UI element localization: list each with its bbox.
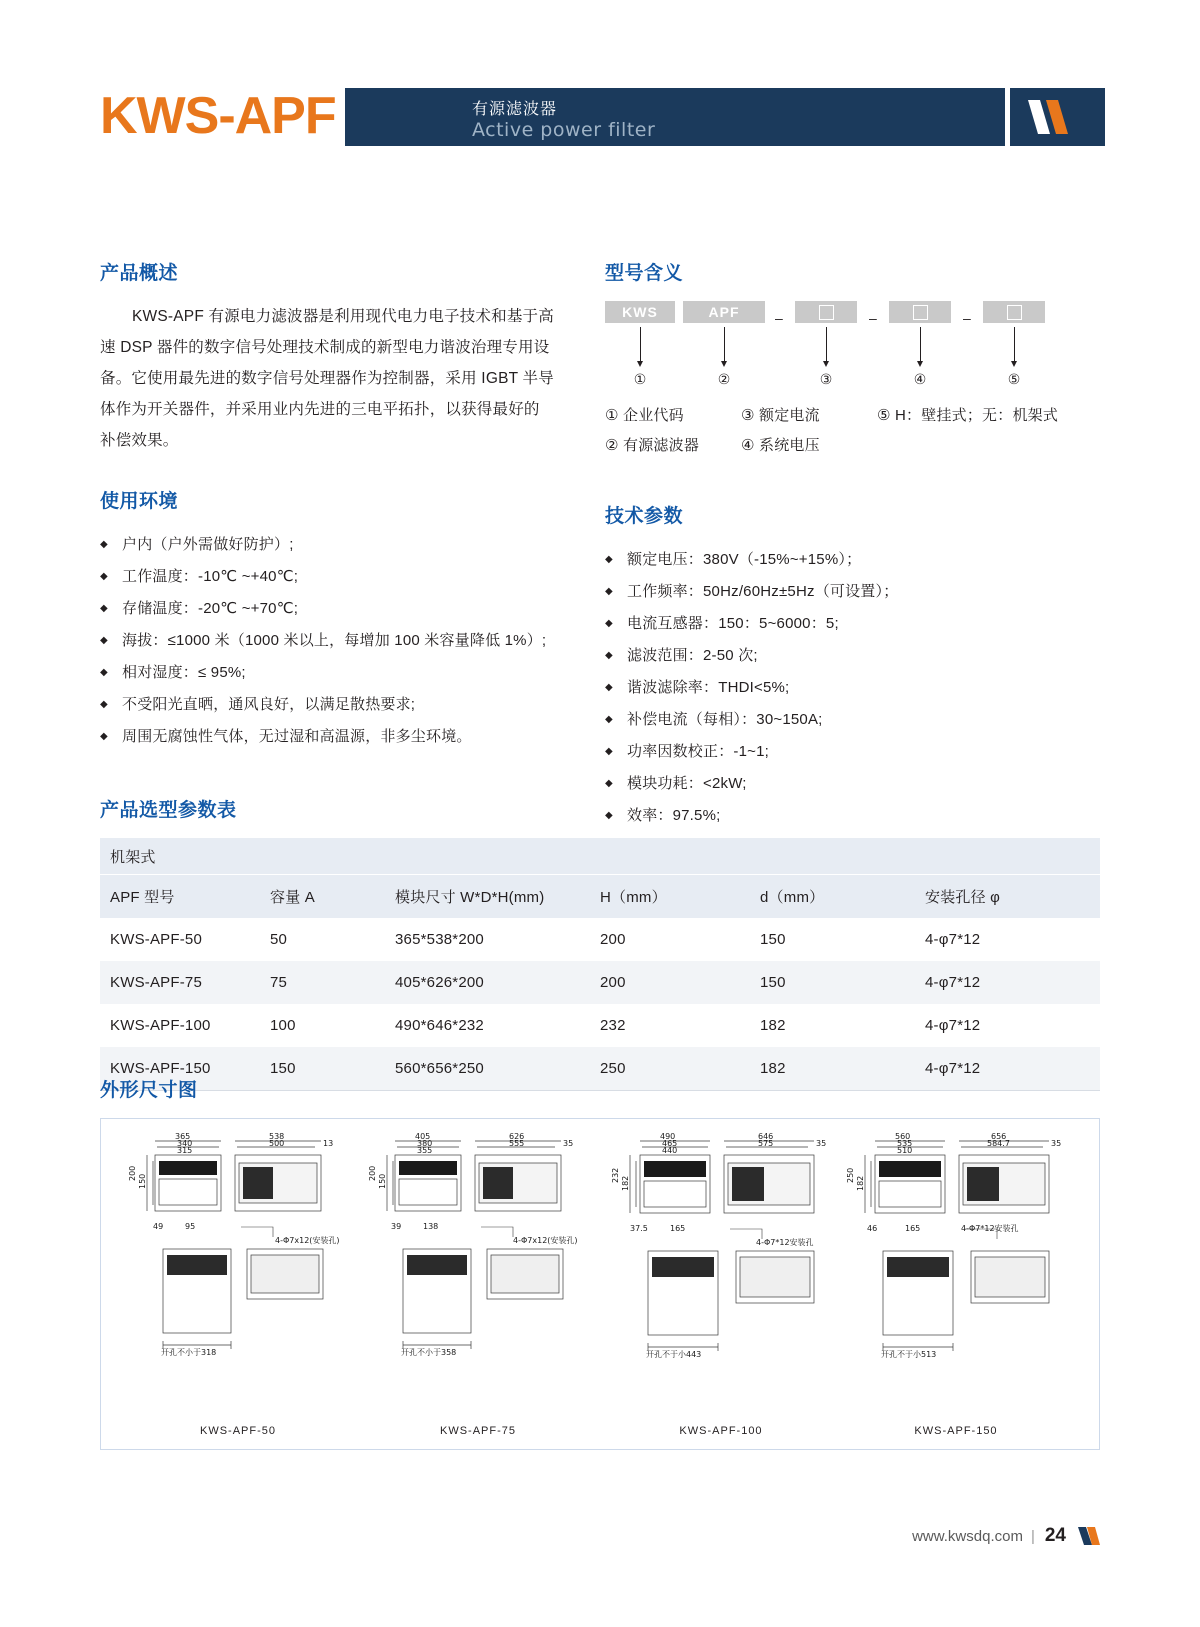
svg-text:584.7: 584.7 [987, 1139, 1010, 1148]
svg-text:165: 165 [905, 1224, 921, 1233]
cell-h: 250 [590, 1047, 750, 1091]
model-heading: 型号含义 [605, 263, 684, 284]
list-item: ◆ 存储温度：-20℃ ~+70℃; [100, 593, 555, 625]
cell-d: 150 [750, 918, 915, 961]
svg-text:535: 535 [897, 1139, 913, 1148]
svg-text:39: 39 [391, 1222, 402, 1231]
svg-text:13: 13 [323, 1139, 334, 1148]
list-item: ◆ 效率：97.5%; [605, 800, 1075, 832]
svg-text:340: 340 [177, 1139, 193, 1148]
svg-text:510: 510 [897, 1146, 913, 1155]
list-item: ◆ 海拔：≤1000 米（1000 米以上，每增加 100 米容量降低 1%）; [100, 625, 555, 657]
drawing-caption: KWS-APF-100 [679, 1425, 763, 1437]
svg-text:182: 182 [621, 1175, 630, 1191]
page-number: 24 [1044, 1525, 1066, 1546]
overview-body: KWS-APF 有源电力滤波器是利用现代电力电子技术和基于高速 DSP 器件的数字信号处理技术制成的新型电力谐波治理专用设备。它使用最先进的数字信号处理器作为控制器，采用 IGBT 半导体作为开关器件，并采用业内先进的三电平拓扑，以获得最好的补偿效果。 [100, 308, 554, 449]
list-item: ◆ 滤波范围：2-50 次; [605, 640, 1075, 672]
model-index-1: ① [633, 371, 647, 387]
svg-text:95: 95 [185, 1222, 196, 1231]
leader-line [920, 327, 921, 363]
leader-arrow-icon [637, 361, 643, 367]
svg-text:35: 35 [563, 1139, 574, 1148]
list-item: ◆ 不受阳光直晒，通风良好，以满足散热要求; [100, 689, 555, 721]
cell-capacity: 150 [260, 1047, 385, 1091]
col-header-module-size: 模块尺寸 W*D*H(mm) [385, 875, 590, 919]
svg-text:200: 200 [368, 1165, 377, 1181]
product-subtitle-en: Active power filter [472, 119, 656, 141]
svg-text:538: 538 [269, 1132, 285, 1141]
svg-text:626: 626 [509, 1132, 525, 1141]
brand-logo-icon [1010, 88, 1105, 146]
leader-arrow-icon [721, 361, 727, 367]
svg-text:560: 560 [895, 1132, 911, 1141]
product-title: KWS-APF [100, 87, 336, 145]
drawings-heading: 外形尺寸图 [100, 1080, 198, 1101]
table-row [100, 918, 1100, 961]
overview-heading: 产品概述 [100, 263, 179, 284]
list-item: ◆ 谐波滤除率：THDI<5%; [605, 672, 1075, 704]
environment-section [100, 486, 555, 753]
model-dash: – [963, 310, 971, 326]
svg-text:380: 380 [417, 1139, 433, 1148]
svg-text:165: 165 [670, 1224, 686, 1233]
cell-h: 200 [590, 961, 750, 1004]
cell-capacity: 75 [260, 961, 385, 1004]
svg-text:250: 250 [846, 1167, 855, 1183]
svg-text:37.5: 37.5 [630, 1224, 648, 1233]
svg-text:365: 365 [175, 1132, 191, 1141]
svg-text:440: 440 [662, 1146, 678, 1155]
selection-table-heading: 产品选型参数表 [100, 800, 237, 821]
drawing-caption: KWS-APF-50 [199, 1425, 276, 1437]
model-index-3: ③ [819, 371, 833, 387]
drawing-unit-apf150 [841, 1119, 1071, 1449]
leader-arrow-icon [917, 361, 923, 367]
model-legend-1: ① 企业代码 [605, 407, 684, 424]
model-diagram [605, 301, 1075, 501]
list-item: ◆ 功率因数校正：-1~1; [605, 736, 1075, 768]
cell-h: 200 [590, 918, 750, 961]
cell-capacity: 100 [260, 1004, 385, 1047]
drawing-unit-apf100 [606, 1119, 836, 1449]
page-footer [912, 1523, 1100, 1549]
drawing-unit-apf50 [123, 1119, 353, 1449]
svg-text:开孔不小于318: 开孔不小于318 [161, 1348, 217, 1357]
svg-text:355: 355 [417, 1146, 433, 1155]
svg-text:405: 405 [415, 1132, 431, 1141]
drawing-caption: KWS-APF-150 [914, 1425, 998, 1437]
model-dash: – [775, 310, 783, 326]
footer-logo-icon [1074, 1523, 1100, 1549]
header-bar [345, 88, 1005, 146]
svg-text:555: 555 [509, 1139, 525, 1148]
model-legend-5: ⑤ H：壁挂式；无：机架式 [877, 407, 1059, 424]
list-item: ◆ 工作温度：-10℃ ~+40℃; [100, 561, 555, 593]
svg-text:4-Φ7*12安装孔: 4-Φ7*12安装孔 [961, 1224, 1019, 1233]
model-index-2: ② [717, 371, 731, 387]
table-group-row [100, 838, 1100, 875]
col-header-hole: 安装孔径 φ [915, 875, 1100, 919]
svg-text:4-Φ7x12(安装孔): 4-Φ7x12(安装孔) [513, 1236, 578, 1245]
model-slot-4 [889, 301, 951, 323]
list-item: ◆ 电流互感器：150：5~6000：5; [605, 608, 1075, 640]
cell-module-size: 560*656*250 [385, 1047, 590, 1091]
cell-model: KWS-APF-50 [100, 918, 260, 961]
svg-text:35: 35 [1051, 1139, 1062, 1148]
list-item: ◆ 模块功耗：<2kW; [605, 768, 1075, 800]
overview-section [100, 258, 555, 456]
cell-d: 182 [750, 1004, 915, 1047]
model-chip-kws: KWS [605, 301, 675, 323]
svg-text:35: 35 [816, 1139, 827, 1148]
svg-text:150: 150 [378, 1173, 387, 1189]
technical-heading: 技术参数 [605, 506, 684, 527]
left-column [100, 258, 555, 783]
model-legend-4: ④ 系统电压 [741, 437, 820, 454]
col-header-d: d（mm） [750, 875, 915, 919]
list-item: ◆ 额定电压：380V（-15%~+15%）； [605, 544, 1075, 576]
environment-list [100, 529, 555, 753]
product-subtitle-cn: 有源滤波器 [472, 101, 558, 118]
svg-text:575: 575 [758, 1139, 774, 1148]
col-header-h: H（mm） [590, 875, 750, 919]
svg-text:138: 138 [423, 1222, 439, 1231]
svg-text:开孔不于小443: 开孔不于小443 [646, 1350, 702, 1359]
cell-hole: 4-φ7*12 [915, 918, 1100, 961]
page-header [100, 88, 1100, 150]
svg-text:182: 182 [856, 1175, 865, 1191]
model-legend-2: ② 有源滤波器 [605, 437, 700, 454]
drawing-caption: KWS-APF-75 [439, 1425, 516, 1437]
leader-arrow-icon [823, 361, 829, 367]
svg-text:开孔不于小513: 开孔不于小513 [881, 1350, 937, 1359]
svg-text:232: 232 [611, 1167, 620, 1183]
svg-text:646: 646 [758, 1132, 774, 1141]
environment-heading: 使用环境 [100, 491, 179, 512]
table-row [100, 961, 1100, 1004]
cell-hole: 4-φ7*12 [915, 1004, 1100, 1047]
drawings-panel [100, 1118, 1100, 1450]
model-legend-3: ③ 额定电流 [741, 407, 820, 424]
footer-separator: | [1030, 1527, 1035, 1545]
col-header-capacity: 容量 A [260, 875, 385, 919]
model-slot-5 [983, 301, 1045, 323]
list-item: ◆ 相对湿度：≤ 95%; [100, 657, 555, 689]
drawings-section [100, 1075, 1100, 1450]
svg-text:200: 200 [128, 1165, 137, 1181]
list-item: ◆ 补偿电流（每相）：30~150A; [605, 704, 1075, 736]
model-index-4: ④ [913, 371, 927, 387]
leader-arrow-icon [1011, 361, 1017, 367]
table-row [100, 1004, 1100, 1047]
list-item: ◆ 户内（户外需做好防护）; [100, 529, 555, 561]
selection-table-section [100, 795, 1100, 1091]
model-dash: – [869, 310, 877, 326]
cell-d: 182 [750, 1047, 915, 1091]
list-item: ◆ 工作频率：50Hz/60Hz±5Hz（可设置）； [605, 576, 1075, 608]
cell-module-size: 490*646*232 [385, 1004, 590, 1047]
table-header-row [100, 875, 1100, 919]
leader-line [826, 327, 827, 363]
svg-text:开孔不小于358: 开孔不小于358 [401, 1348, 457, 1357]
svg-text:4-Φ7x12(安装孔): 4-Φ7x12(安装孔) [275, 1236, 340, 1245]
drawing-unit-apf75 [363, 1119, 593, 1449]
svg-text:150: 150 [138, 1173, 147, 1189]
table-group-title: 机架式 [100, 838, 1100, 875]
cell-hole: 4-φ7*12 [915, 1047, 1100, 1091]
cell-h: 232 [590, 1004, 750, 1047]
model-index-5: ⑤ [1007, 371, 1021, 387]
svg-text:49: 49 [153, 1222, 164, 1231]
svg-text:315: 315 [177, 1146, 193, 1155]
model-section [605, 258, 1075, 501]
footer-website: www.kwsdq.com [912, 1527, 1023, 1545]
svg-text:656: 656 [991, 1132, 1007, 1141]
leader-line [724, 327, 725, 363]
cell-module-size: 405*626*200 [385, 961, 590, 1004]
model-chip-apf: APF [683, 301, 765, 323]
cell-d: 150 [750, 961, 915, 1004]
cell-model: KWS-APF-75 [100, 961, 260, 1004]
col-header-model: APF 型号 [100, 875, 260, 919]
svg-text:465: 465 [662, 1139, 678, 1148]
svg-text:500: 500 [269, 1139, 285, 1148]
svg-text:46: 46 [867, 1224, 878, 1233]
svg-text:4-Φ7*12安装孔: 4-Φ7*12安装孔 [756, 1238, 814, 1247]
model-slot-3 [795, 301, 857, 323]
cell-model: KWS-APF-150 [100, 1047, 260, 1091]
svg-text:490: 490 [660, 1132, 676, 1141]
cell-module-size: 365*538*200 [385, 918, 590, 961]
selection-table [100, 838, 1100, 1091]
cell-model: KWS-APF-100 [100, 1004, 260, 1047]
leader-line [1014, 327, 1015, 363]
cell-hole: 4-φ7*12 [915, 961, 1100, 1004]
leader-line [640, 327, 641, 363]
cell-capacity: 50 [260, 918, 385, 961]
list-item: ◆ 周围无腐蚀性气体，无过湿和高温源，非多尘环境。 [100, 721, 555, 753]
